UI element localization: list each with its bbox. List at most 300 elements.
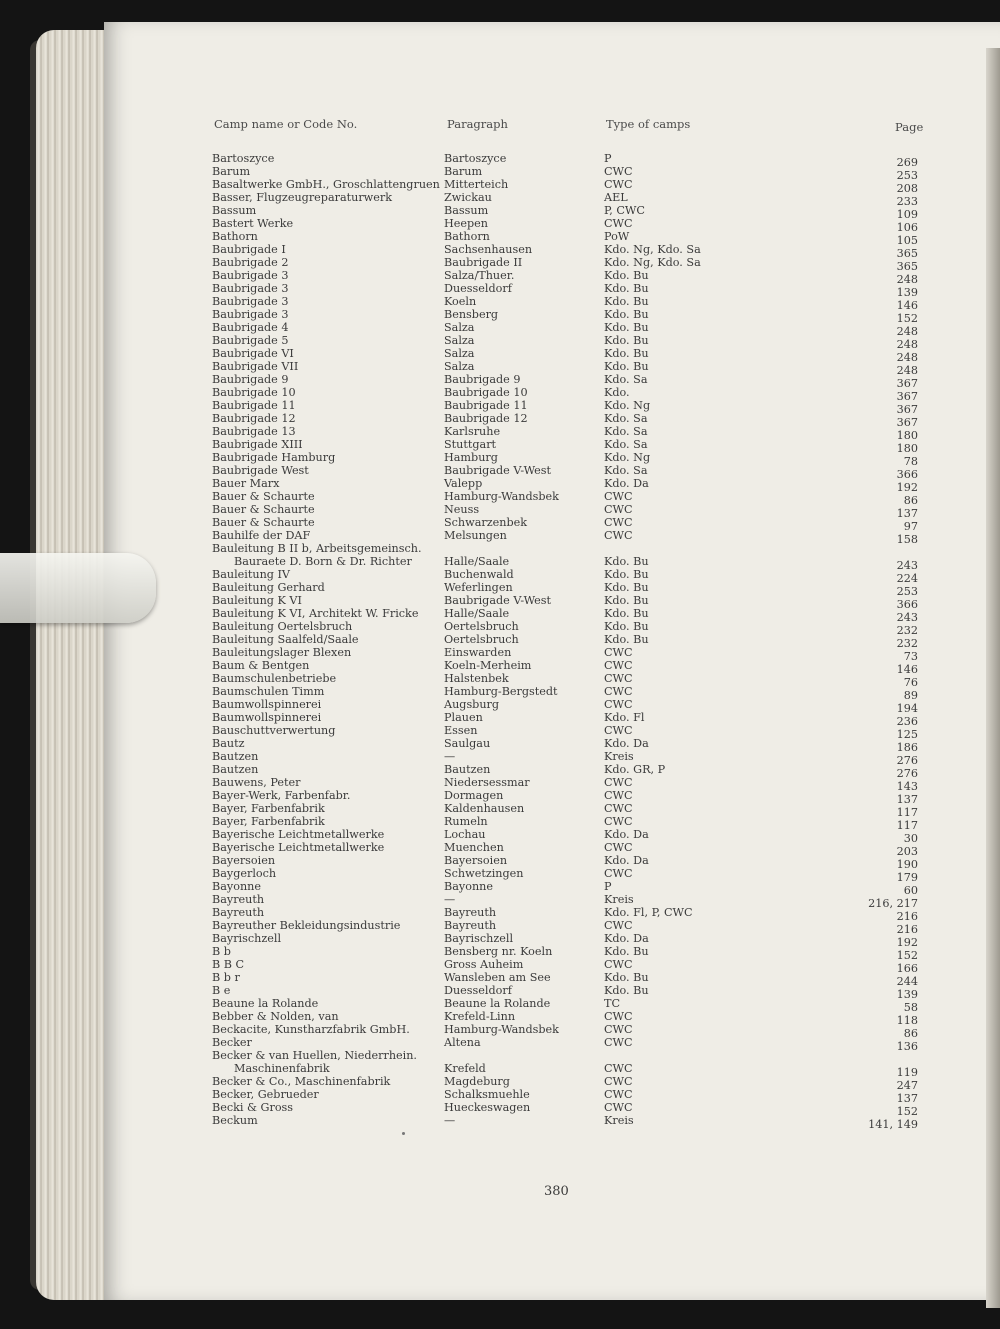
camp-name-cell: Becker bbox=[212, 1036, 252, 1049]
camp-name-cell: Bauleitung B II b, Arbeitsgemeinsch. bbox=[212, 542, 422, 555]
camp-name-cell: Bayersoien bbox=[212, 854, 276, 867]
camp-type-cell: CWC bbox=[604, 178, 633, 191]
page-cell: 86 bbox=[903, 494, 918, 507]
camp-name-cell: B e bbox=[212, 984, 231, 997]
page-cell: 243 bbox=[896, 611, 918, 624]
camp-type-cell: Kdo. Sa bbox=[604, 373, 648, 386]
paragraph-cell: Bathorn bbox=[444, 230, 490, 243]
camp-name-cell: Bautz bbox=[212, 737, 245, 750]
camp-name-cell: Beaune la Rolande bbox=[212, 997, 319, 1010]
table-row bbox=[104, 217, 924, 234]
camp-type-cell: Kdo. Bu bbox=[604, 984, 649, 997]
page-cell: 137 bbox=[896, 793, 918, 806]
table-row bbox=[104, 1114, 924, 1131]
page-cell: 216 bbox=[896, 923, 918, 936]
table-row bbox=[104, 1075, 924, 1092]
page-cell: 367 bbox=[896, 403, 918, 416]
camp-name-cell: Baubrigade 11 bbox=[212, 399, 296, 412]
page-cell: 109 bbox=[896, 208, 918, 221]
paragraph-cell: Muenchen bbox=[444, 841, 504, 854]
paragraph-cell: Hamburg bbox=[444, 451, 498, 464]
camp-name-cell: Bauleitungslager Blexen bbox=[212, 646, 352, 659]
table-row bbox=[104, 204, 924, 221]
page-content bbox=[104, 22, 1000, 1300]
camp-type-cell: Kdo. Bu bbox=[604, 607, 649, 620]
camp-name-cell: Baubrigade Hamburg bbox=[212, 451, 336, 464]
camp-name-cell: Bauleitung Oertelsbruch bbox=[212, 620, 353, 633]
camp-type-cell: CWC bbox=[604, 1101, 633, 1114]
table-row bbox=[104, 607, 924, 624]
camp-type-cell: AEL bbox=[604, 191, 628, 204]
camp-type-cell: P, CWC bbox=[604, 204, 645, 217]
table-row bbox=[104, 698, 924, 715]
page-cell: 76 bbox=[903, 676, 918, 689]
table-row bbox=[104, 841, 924, 858]
camp-type-cell: Kdo. Ng bbox=[604, 399, 651, 412]
camp-name-cell: Baubrigade 3 bbox=[212, 295, 289, 308]
page-cell: 367 bbox=[896, 377, 918, 390]
paragraph-cell: Bayonne bbox=[444, 880, 493, 893]
table-row bbox=[104, 555, 924, 572]
camp-name-cell: Baubrigade 5 bbox=[212, 334, 289, 347]
table-row bbox=[104, 321, 924, 338]
paragraph-cell: Halle/Saale bbox=[444, 555, 510, 568]
table-row bbox=[104, 412, 924, 429]
camp-name-cell: Bauhilfe der DAF bbox=[212, 529, 311, 542]
camp-name-cell: Bautzen bbox=[212, 750, 259, 763]
paragraph-cell: Krefeld bbox=[444, 1062, 486, 1075]
table-row bbox=[104, 256, 924, 273]
page-cell: 365 bbox=[896, 260, 918, 273]
page-cell: 253 bbox=[896, 169, 918, 182]
paragraph-cell: Salza bbox=[444, 347, 475, 360]
page-cell: 152 bbox=[896, 312, 918, 325]
page-cell: 117 bbox=[896, 806, 918, 819]
table-row bbox=[104, 854, 924, 871]
camp-type-cell: Kreis bbox=[604, 893, 634, 906]
table-row bbox=[104, 620, 924, 637]
table-row bbox=[104, 646, 924, 663]
paragraph-cell: Augsburg bbox=[444, 698, 500, 711]
page-cell: 247 bbox=[896, 1079, 918, 1092]
camp-name-cell: Bauleitung K VI, Architekt W. Fricke bbox=[212, 607, 419, 620]
page-cell: 143 bbox=[896, 780, 918, 793]
page-cell: 146 bbox=[896, 299, 918, 312]
paragraph-cell: Baubrigade 10 bbox=[444, 386, 528, 399]
paragraph-cell: Karlsruhe bbox=[444, 425, 501, 438]
camp-name-cell: Bayerische Leichtmetallwerke bbox=[212, 828, 385, 841]
camp-type-cell: P bbox=[604, 152, 612, 165]
camp-name-cell: Bartoszyce bbox=[212, 152, 275, 165]
camp-name-cell: Bauer & Schaurte bbox=[212, 490, 315, 503]
camp-name-cell: Bebber & Nolden, van bbox=[212, 1010, 339, 1023]
camp-name-cell: Becki & Gross bbox=[212, 1101, 294, 1114]
camp-type-cell: Kdo. Bu bbox=[604, 347, 649, 360]
table-row bbox=[104, 581, 924, 598]
camp-type-cell: Kdo. Bu bbox=[604, 282, 649, 295]
camp-type-cell: Kdo. Bu bbox=[604, 594, 649, 607]
table-row bbox=[104, 269, 924, 286]
page-cell: 179 bbox=[896, 871, 918, 884]
page-cell: 276 bbox=[896, 754, 918, 767]
table-row bbox=[104, 893, 924, 910]
camp-type-cell: CWC bbox=[604, 646, 633, 659]
paragraph-cell: Baubrigade V-West bbox=[444, 594, 552, 607]
camp-name-cell: Bassum bbox=[212, 204, 257, 217]
paragraph-cell: — bbox=[444, 1114, 456, 1127]
camp-type-cell: CWC bbox=[604, 958, 633, 971]
camp-type-cell: CWC bbox=[604, 672, 633, 685]
camp-type-cell: CWC bbox=[604, 867, 633, 880]
paragraph-cell: Baubrigade 12 bbox=[444, 412, 528, 425]
paragraph-cell: Bayersoien bbox=[444, 854, 508, 867]
page-cell: 276 bbox=[896, 767, 918, 780]
book-page-edges bbox=[36, 30, 106, 1300]
paragraph-cell: Gross Auheim bbox=[444, 958, 524, 971]
camp-name-cell: Baubrigade 4 bbox=[212, 321, 289, 334]
camp-type-cell: Kdo. Fl, P, CWC bbox=[604, 906, 693, 919]
camp-name-cell: Bauschuttverwertung bbox=[212, 724, 336, 737]
camp-name-cell: Baumschulenbetriebe bbox=[212, 672, 337, 685]
speck bbox=[402, 1132, 405, 1135]
page-cell: 166 bbox=[896, 962, 918, 975]
page-cell: 73 bbox=[903, 650, 918, 663]
paragraph-cell: Bassum bbox=[444, 204, 489, 217]
table-row bbox=[104, 399, 924, 416]
paragraph-cell: Salza bbox=[444, 360, 475, 373]
camp-type-cell: Kdo. Ng, Kdo. Sa bbox=[604, 243, 701, 256]
table-row bbox=[104, 347, 924, 364]
table-row bbox=[104, 516, 924, 533]
camp-type-cell: Kdo. Bu bbox=[604, 321, 649, 334]
page-cell: 365 bbox=[896, 247, 918, 260]
camp-name-cell: Beckacite, Kunstharzfabrik GmbH. bbox=[212, 1023, 410, 1036]
paragraph-cell: Niedersessmar bbox=[444, 776, 530, 789]
camp-type-cell: Kdo. Bu bbox=[604, 334, 649, 347]
table-row bbox=[104, 529, 924, 546]
paragraph-cell: Bartoszyce bbox=[444, 152, 507, 165]
camp-name-cell: Basser, Flugzeugreparaturwerk bbox=[212, 191, 393, 204]
page-cell: 105 bbox=[896, 234, 918, 247]
page-cell: 367 bbox=[896, 390, 918, 403]
paragraph-cell: Stuttgart bbox=[444, 438, 497, 451]
camp-type-cell: CWC bbox=[604, 685, 633, 698]
camp-name-cell: Baubrigade 10 bbox=[212, 386, 296, 399]
camp-name-cell: Bauleitung K VI bbox=[212, 594, 302, 607]
table-row bbox=[104, 776, 924, 793]
page-number: 380 bbox=[544, 1184, 569, 1199]
page-cell: 367 bbox=[896, 416, 918, 429]
camp-type-cell: CWC bbox=[604, 503, 633, 516]
table-row bbox=[104, 1062, 924, 1079]
paragraph-cell: Salza bbox=[444, 334, 475, 347]
table-row bbox=[104, 438, 924, 455]
camp-index-table bbox=[104, 152, 924, 1131]
camp-name-cell: Baubrigade 9 bbox=[212, 373, 289, 386]
table-row bbox=[104, 165, 924, 182]
page-cell: 139 bbox=[896, 286, 918, 299]
page-cell: 30 bbox=[903, 832, 918, 845]
paragraph-cell: Duesseldorf bbox=[444, 282, 512, 295]
page-cell: 137 bbox=[896, 507, 918, 520]
page-cell: 180 bbox=[896, 429, 918, 442]
camp-name-cell: Maschinenfabrik bbox=[234, 1062, 330, 1075]
camp-type-cell: Kdo. bbox=[604, 386, 630, 399]
paragraph-cell: Hamburg-Bergstedt bbox=[444, 685, 558, 698]
paragraph-cell: Sachsenhausen bbox=[444, 243, 533, 256]
camp-name-cell: Baubrigade 3 bbox=[212, 269, 289, 282]
paragraph-cell: Baubrigade 9 bbox=[444, 373, 521, 386]
camp-type-cell: Kdo. Bu bbox=[604, 269, 649, 282]
camp-name-cell: Bayerische Leichtmetallwerke bbox=[212, 841, 385, 854]
camp-name-cell: Bauer Marx bbox=[212, 477, 280, 490]
camp-name-cell: Bayer-Werk, Farbenfabr. bbox=[212, 789, 351, 802]
camp-name-cell: Baubrigade I bbox=[212, 243, 286, 256]
camp-type-cell: CWC bbox=[604, 490, 633, 503]
page-cell: 119 bbox=[896, 1066, 918, 1079]
table-row bbox=[104, 685, 924, 702]
table-row bbox=[104, 724, 924, 741]
paragraph-cell: Hamburg-Wandsbek bbox=[444, 490, 559, 503]
page-cell: 152 bbox=[896, 1105, 918, 1118]
table-row bbox=[104, 360, 924, 377]
page-cell: 97 bbox=[903, 520, 918, 533]
paragraph-cell: Oertelsbruch bbox=[444, 620, 519, 633]
page-cell: 224 bbox=[896, 572, 918, 585]
camp-type-cell: Kdo. Sa bbox=[604, 464, 648, 477]
camp-name-cell: Becker & Co., Maschinenfabrik bbox=[212, 1075, 391, 1088]
page-cell: 146 bbox=[896, 663, 918, 676]
camp-name-cell: Baumwollspinnerei bbox=[212, 698, 322, 711]
header-camp-name: Camp name or Code No. bbox=[214, 117, 358, 131]
page-cell: 243 bbox=[896, 559, 918, 572]
page-cell: 248 bbox=[896, 325, 918, 338]
camp-name-cell: Bayonne bbox=[212, 880, 261, 893]
camp-type-cell: Kdo. Sa bbox=[604, 412, 648, 425]
table-row bbox=[104, 880, 924, 897]
paragraph-cell: Bayreuth bbox=[444, 906, 497, 919]
camp-type-cell: Kdo. Ng bbox=[604, 451, 651, 464]
table-row bbox=[104, 542, 924, 555]
table-row bbox=[104, 672, 924, 689]
camp-name-cell: Becker, Gebrueder bbox=[212, 1088, 319, 1101]
paragraph-cell: Einswarden bbox=[444, 646, 512, 659]
page-cell: 248 bbox=[896, 364, 918, 377]
table-row bbox=[104, 737, 924, 754]
paragraph-cell: Halstenbek bbox=[444, 672, 509, 685]
page-cell: 366 bbox=[896, 468, 918, 481]
header-page: Page bbox=[895, 120, 924, 134]
page-cell: 208 bbox=[896, 182, 918, 195]
table-row bbox=[104, 802, 924, 819]
paragraph-cell: Altena bbox=[444, 1036, 481, 1049]
header-type-of-camps: Type of camps bbox=[606, 117, 691, 131]
camp-type-cell: CWC bbox=[604, 724, 633, 737]
camp-type-cell: Kreis bbox=[604, 1114, 634, 1127]
page-cell: 137 bbox=[896, 1092, 918, 1105]
table-row bbox=[104, 568, 924, 585]
page-cell: 58 bbox=[903, 1001, 918, 1014]
table-row bbox=[104, 308, 924, 325]
page-cell: 366 bbox=[896, 598, 918, 611]
camp-type-cell: CWC bbox=[604, 1088, 633, 1101]
camp-name-cell: Bautzen bbox=[212, 763, 259, 776]
table-row bbox=[104, 295, 924, 312]
table-row bbox=[104, 971, 924, 988]
paragraph-cell: Saulgau bbox=[444, 737, 491, 750]
table-row bbox=[104, 425, 924, 442]
camp-type-cell: CWC bbox=[604, 776, 633, 789]
camp-name-cell: Baubrigade 13 bbox=[212, 425, 296, 438]
paragraph-cell: Bensberg nr. Koeln bbox=[444, 945, 553, 958]
paragraph-cell: Plauen bbox=[444, 711, 483, 724]
paragraph-cell: Dormagen bbox=[444, 789, 504, 802]
paragraph-cell: Oertelsbruch bbox=[444, 633, 519, 646]
camp-type-cell: Kdo. Da bbox=[604, 828, 649, 841]
paragraph-cell: Bautzen bbox=[444, 763, 491, 776]
camp-name-cell: Baubrigade 12 bbox=[212, 412, 296, 425]
page-cell: 139 bbox=[896, 988, 918, 1001]
page-cell: 89 bbox=[903, 689, 918, 702]
table-row bbox=[104, 191, 924, 208]
page-cell: 118 bbox=[896, 1014, 918, 1027]
camp-name-cell: Baubrigade 2 bbox=[212, 256, 289, 269]
page-clip-holder bbox=[0, 553, 156, 623]
table-row bbox=[104, 919, 924, 936]
table-row bbox=[104, 711, 924, 728]
paragraph-cell: Schalksmuehle bbox=[444, 1088, 530, 1101]
camp-type-cell: Kdo. Bu bbox=[604, 308, 649, 321]
page-cell: 248 bbox=[896, 273, 918, 286]
paragraph-cell: Koeln-Merheim bbox=[444, 659, 532, 672]
paragraph-cell: Baubrigade V-West bbox=[444, 464, 552, 477]
paragraph-cell: Hueckeswagen bbox=[444, 1101, 531, 1114]
table-row bbox=[104, 906, 924, 923]
camp-type-cell: CWC bbox=[604, 1036, 633, 1049]
paragraph-cell: Baubrigade 11 bbox=[444, 399, 528, 412]
paragraph-cell: Valepp bbox=[444, 477, 483, 490]
table-row bbox=[104, 997, 924, 1014]
paragraph-cell: Salza bbox=[444, 321, 475, 334]
page-cell: 253 bbox=[896, 585, 918, 598]
camp-type-cell: Kdo. Bu bbox=[604, 633, 649, 646]
camp-type-cell: Kdo. Bu bbox=[604, 568, 649, 581]
camp-name-cell: Bauleitung Gerhard bbox=[212, 581, 325, 594]
camp-name-cell: Bauer & Schaurte bbox=[212, 516, 315, 529]
page-cell: 190 bbox=[896, 858, 918, 871]
page-cell: 236 bbox=[896, 715, 918, 728]
camp-type-cell: Kdo. Sa bbox=[604, 425, 648, 438]
camp-type-cell: Kdo. Sa bbox=[604, 438, 648, 451]
camp-name-cell: Baubrigade 3 bbox=[212, 308, 289, 321]
paragraph-cell: Salza/Thuer. bbox=[444, 269, 515, 282]
table-row bbox=[104, 1088, 924, 1105]
table-row bbox=[104, 503, 924, 520]
paragraph-cell: Hamburg-Wandsbek bbox=[444, 1023, 559, 1036]
table-row bbox=[104, 1023, 924, 1040]
camp-type-cell: Kdo. Da bbox=[604, 737, 649, 750]
camp-name-cell: B B C bbox=[212, 958, 245, 971]
table-row bbox=[104, 1036, 924, 1053]
camp-name-cell: Barum bbox=[212, 165, 251, 178]
table-row bbox=[104, 490, 924, 507]
camp-type-cell: CWC bbox=[604, 815, 633, 828]
camp-name-cell: Baubrigade VI bbox=[212, 347, 294, 360]
table-row bbox=[104, 763, 924, 780]
table-row bbox=[104, 282, 924, 299]
paragraph-cell: Koeln bbox=[444, 295, 477, 308]
camp-type-cell: CWC bbox=[604, 802, 633, 815]
camp-type-cell: Kdo. Bu bbox=[604, 555, 649, 568]
camp-name-cell: Beckum bbox=[212, 1114, 258, 1127]
table-row bbox=[104, 958, 924, 975]
camp-name-cell: Bayreuth bbox=[212, 906, 265, 919]
paragraph-cell: Heepen bbox=[444, 217, 488, 230]
table-row bbox=[104, 932, 924, 949]
table-row bbox=[104, 1049, 924, 1062]
paragraph-cell: Melsungen bbox=[444, 529, 507, 542]
page-cell: 248 bbox=[896, 351, 918, 364]
paragraph-cell: Schwarzenbek bbox=[444, 516, 528, 529]
paragraph-cell: Kaldenhausen bbox=[444, 802, 525, 815]
camp-type-cell: CWC bbox=[604, 529, 633, 542]
camp-name-cell: Bathorn bbox=[212, 230, 258, 243]
page-cell: 141, 149 bbox=[868, 1118, 918, 1131]
camp-type-cell: Kdo. Bu bbox=[604, 971, 649, 984]
page-cell: 125 bbox=[896, 728, 918, 741]
table-row bbox=[104, 464, 924, 481]
page-cell: 117 bbox=[896, 819, 918, 832]
page-cell: 232 bbox=[896, 624, 918, 637]
camp-name-cell: B b r bbox=[212, 971, 240, 984]
camp-name-cell: Bauwens, Peter bbox=[212, 776, 301, 789]
paragraph-cell: Krefeld-Linn bbox=[444, 1010, 516, 1023]
page-cell: 232 bbox=[896, 637, 918, 650]
page-cell: 192 bbox=[896, 481, 918, 494]
table-row bbox=[104, 659, 924, 676]
camp-name-cell: Bauraete D. Born & Dr. Richter bbox=[234, 555, 412, 568]
paragraph-cell: Baubrigade II bbox=[444, 256, 523, 269]
page-cell: 180 bbox=[896, 442, 918, 455]
page-cell: 106 bbox=[896, 221, 918, 234]
table-row bbox=[104, 230, 924, 247]
camp-type-cell: CWC bbox=[604, 789, 633, 802]
camp-type-cell: Kdo. Da bbox=[604, 854, 649, 867]
camp-type-cell: Kdo. Bu bbox=[604, 295, 649, 308]
camp-type-cell: CWC bbox=[604, 698, 633, 711]
paragraph-cell: Wansleben am See bbox=[444, 971, 551, 984]
table-row bbox=[104, 386, 924, 403]
page-cell: 60 bbox=[903, 884, 918, 897]
camp-name-cell: B b bbox=[212, 945, 231, 958]
camp-name-cell: Bayer, Farbenfabrik bbox=[212, 815, 325, 828]
table-row bbox=[104, 594, 924, 611]
table-row bbox=[104, 1010, 924, 1027]
camp-type-cell: Kdo. Bu bbox=[604, 581, 649, 594]
page-cell: 233 bbox=[896, 195, 918, 208]
camp-type-cell: CWC bbox=[604, 1023, 633, 1036]
camp-type-cell: CWC bbox=[604, 217, 633, 230]
paragraph-cell: Barum bbox=[444, 165, 483, 178]
camp-type-cell: TC bbox=[604, 997, 621, 1010]
table-row bbox=[104, 334, 924, 351]
camp-type-cell: Kdo. Fl bbox=[604, 711, 645, 724]
page-cell: 216 bbox=[896, 910, 918, 923]
page-cell: 158 bbox=[896, 533, 918, 546]
camp-type-cell: PoW bbox=[604, 230, 630, 243]
table-row bbox=[104, 750, 924, 767]
table-row bbox=[104, 451, 924, 468]
